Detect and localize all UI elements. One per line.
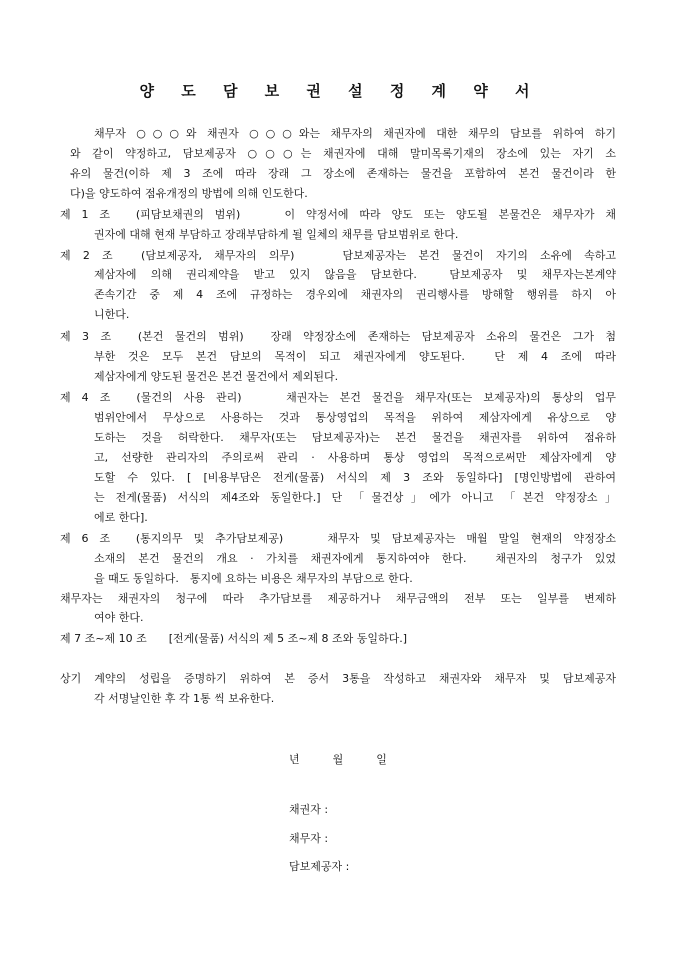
article-3-line: 제 3 조 (본건 물건의 범위) 장래 약정장소에 존재하는 담보제공자 소유의 물건은 그가 첨 <box>60 330 616 343</box>
article-4-line: 에로 한다]. <box>94 511 148 524</box>
collateral-provider-signature-line: 담보제공자 : <box>289 860 350 873</box>
article-2-line: 제삼자에 의해 권리제약을 받고 있지 않음을 담보한다. 담보제공자 및 채무자는본계약 <box>94 268 616 281</box>
article-4-line: 도하는 것을 허락한다. 채무자(또는 담보제공자)는 본건 물건을 채권자를 위하여 점유하 <box>94 431 616 444</box>
article-3-line: 부한 것은 모두 본건 담보의 목적이 되고 채권자에게 양도된다. 단 제 4 조에 따라 <box>94 350 616 363</box>
article-2-line: 니한다. <box>94 308 130 321</box>
date-line: 년 월 일 <box>289 753 387 766</box>
intro-line: 채무자 ○○○와 채권자 ○○○와는 채무자의 채권자에 대한 채무의 담보를 위하여 하기 <box>94 127 616 140</box>
article-4-line: 도할 수 있다. [ [비용부담은 전게(물품) 서식의 제 3 조와 동일하다] [명인방법에 관하여 <box>94 471 616 484</box>
intro-line: 다)을 양도하여 점유개정의 방법에 의해 인도한다. <box>70 187 308 200</box>
intro-line: 유의 물건(이하 제 3 조에 따라 장래 그 장소에 존재하는 물건을 포함하여 본건 물건이라 한 <box>70 167 616 180</box>
closing-line: 각 서명날인한 후 각 1통 씩 보유한다. <box>94 692 275 705</box>
article-6-line: 을 때도 동일하다. 통지에 요하는 비용은 채무자의 부담으로 한다. <box>94 572 413 585</box>
intro-line: 와 같이 약정하고, 담보제공자 ○○○는 채권자에 대해 말미목록기재의 장소에 있는 자기 소 <box>70 147 616 160</box>
article-1-line: 제 1 조 (피담보채권의 범위) 이 약정서에 따라 양도 또는 양도될 본물건은 채무자가 채 <box>60 208 616 221</box>
article-4-line: 고, 선량한 관리자의 주의로써 관리 · 사용하며 통상 영업의 목적으로써만 제삼자에게 양 <box>94 451 616 464</box>
article-1-line: 권자에 대해 현재 부담하고 장래부담하게 될 일체의 채무를 담보범위로 한다. <box>94 228 459 241</box>
document-title: 양 도 담 보 권 설 정 계 약 서 <box>139 82 541 100</box>
article-3-line: 제삼자에게 양도된 물건은 본건 물건에서 제외된다. <box>94 370 339 383</box>
creditor-signature-line: 채권자 : <box>289 803 329 816</box>
article-2-line: 존속기간 중 제 4 조에 규정하는 경우외에 채권자의 권리행사를 방해할 행위를 하지 아 <box>94 288 616 301</box>
closing-line: 상기 계약의 성립을 증명하기 위하여 본 증서 3통을 작성하고 채권자와 채무자 및 담보제공자 <box>60 672 616 685</box>
additional-clause-line: 여야 한다. <box>94 611 144 624</box>
articles-7-10-line: 제 7 조~제 10 조 [전게(물품) 서식의 제 5 조~제 8 조와 동일하다.] <box>60 632 408 645</box>
article-6-line: 소재의 본건 물건의 개요 · 가치를 채권자에게 통지하여야 한다. 채권자의 청구가 있었 <box>94 552 616 565</box>
article-4-line: 는 전게(물품) 서식의 제4조와 동일한다.] 단 「물건상」에가 아니고 「본건 약정장소」 <box>94 491 616 504</box>
article-4-line: 범위안에서 무상으로 사용하는 것과 통상영업의 목적을 위하여 제삼자에게 유상으로 양 <box>94 411 616 424</box>
debtor-signature-line: 채무자 : <box>289 832 329 845</box>
article-2-line: 제 2 조 (담보제공자, 채무자의 의무) 담보제공자는 본건 물건이 자기의 소유에 속하고 <box>60 249 616 262</box>
article-6-line: 제 6 조 (통지의무 및 추가담보제공) 채무자 및 담보제공자는 매월 말일 현재의 약정장소 <box>60 532 616 545</box>
article-4-line: 제 4 조 (물건의 사용 관리) 채권자는 본건 물건을 채무자(또는 보제공자)의 통상의 업무 <box>60 391 616 404</box>
additional-clause-line: 채무자는 채권자의 청구에 따라 추가담보를 제공하거나 채무금액의 전부 또는 일부를 변제하 <box>60 592 616 605</box>
